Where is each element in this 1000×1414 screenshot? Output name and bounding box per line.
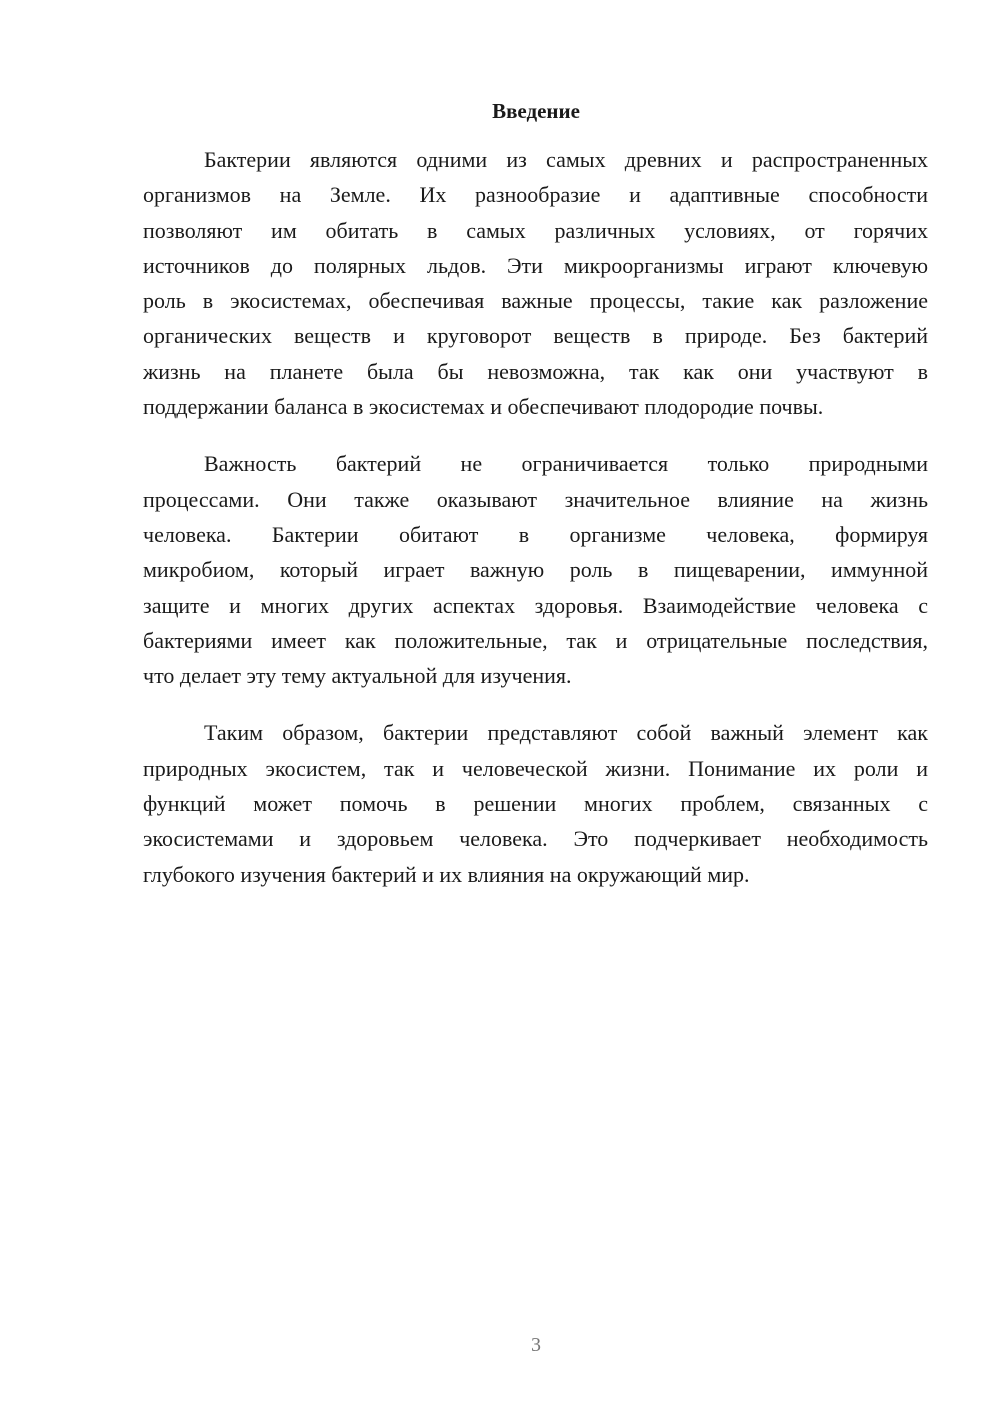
text-line: процессами. Они также оказывают значительное влияние на жизнь [143,486,928,512]
text-line: природных экосистем, так и человеческой жизни. Понимание их роли и [143,755,928,781]
text-line: что делает эту тему актуальной для изучения. [143,663,572,689]
page-number: 3 [531,1334,541,1356]
paragraph [143,142,928,424]
paragraph [143,715,928,891]
text-line: микробиом, который играет важную роль в пищеварении, иммунной [143,557,928,583]
text-line: человека. Бактерии обитают в организме человека, формируя [143,521,928,547]
text-line: Важность бактерий не ограничивается только природными [204,451,928,477]
text-line: позволяют им обитать в самых различных условиях, от горячих [143,217,928,243]
text-line: органических веществ и круговорот веществ в природе. Без бактерий [143,323,928,349]
text-line: бактериями имеет как положительные, так и отрицательные последствия, [143,627,928,653]
text-line: роль в экосистемах, обеспечивая важные процессы, такие как разложение [143,288,928,314]
document-body [143,142,928,914]
text-line: экосистемами и здоровьем человека. Это подчеркивает необходимость [143,826,928,852]
text-line: поддержании баланса в экосистемах и обеспечивают плодородие почвы. [143,394,824,420]
text-line: организмов на Земле. Их разнообразие и адаптивные способности [143,182,928,208]
text-line: глубокого изучения бактерий и их влияния на окружающий мир. [143,861,750,887]
text-line: источников до полярных льдов. Эти микроорганизмы играют ключевую [143,252,928,278]
text-line: жизнь на планете была бы невозможна, так как они участвуют в [143,358,928,384]
text-line: Бактерии являются одними из самых древних и распространенных [204,147,928,172]
text-line: функций может помочь в решении многих проблем, связанных с [143,791,928,817]
paragraph [143,446,928,693]
text-line: защите и многих других аспектах здоровья. Взаимодействие человека с [143,592,928,618]
section-title: Введение [492,99,580,123]
text-line: Таким образом, бактерии представляют собой важный элемент как [204,720,928,746]
